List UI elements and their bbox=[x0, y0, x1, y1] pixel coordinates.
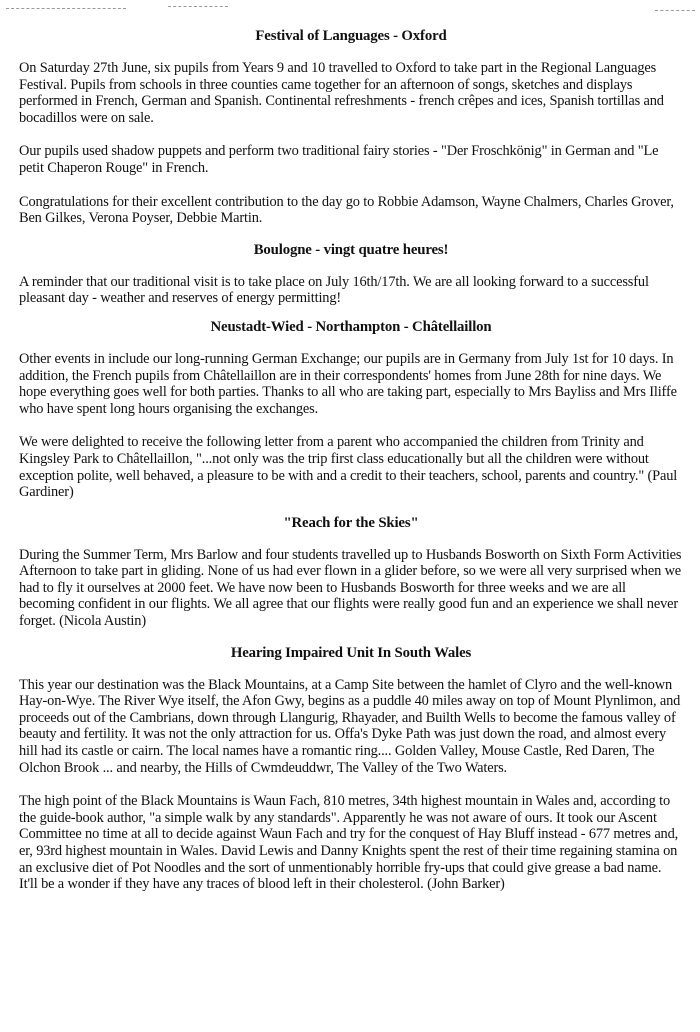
section-heading: "Reach for the Skies" bbox=[283, 514, 419, 531]
paragraph: Congratulations for their excellent contribution to the day go to Robbie Adamson, Wayne Chalmers, Charles Grover, Ben Gilkes, Verona Poyser, Debbie Martin. bbox=[19, 193, 674, 227]
article-body bbox=[19, 27, 683, 893]
paragraph: During the Summer Term, Mrs Barlow and four students travelled up to Husbands Bosworth on Sixth Form Activities Afternoon to take part in gliding. None of us had ever flown in a glider before, so we were all very surprised when we had to fly it ourselves at 2000 feet. We have now been to Husbands Bosworth for three weeks and we are all becoming confident in our flights. We all agree that our flights were really good fun and an experience we shall never forget. (Nicola Austin) bbox=[19, 546, 682, 630]
paragraph: We were delighted to receive the following letter from a parent who accompanied the children from Trinity and Kingsley Park to Châtellaillon, "...not only was the trip first class educationally but all the children were without exception polite, well behaved, a pleasure to be with and a credit to their teachers, school, parents and country." (Paul Gardiner) bbox=[19, 434, 678, 501]
paragraph: On Saturday 27th June, six pupils from Years 9 and 10 travelled to Oxford to take part in the Regional Languages Festival. Pupils from schools in three counties came together for an afternoon of songs, sketches and displays performed in French, German and Spanish. Continental refreshments - french crêpes and ices, Spanish tortillas and bocadillos were on sale. bbox=[19, 60, 664, 126]
scan-noise-top-center bbox=[168, 6, 228, 7]
paragraph: The high point of the Black Mountains is Waun Fach, 810 metres, 34th highest mountain in Wales and, according to the guide-book author, "a simple walk by any standards". Apparently he was not aware of ours. It took our Ascent Committee no time at all to decide against Waun Fach and try for the conquest of Hay Bluff instead - 677 metres and, er, 93rd highest mountain in Wales. David Lewis and Danny Knights spent the rest of their time regaining stamina on an exclusive diet of Pot Noodles and the sort of unmentionably horrible fry-ups that could give grease a bad name. It'll be a wonder if they have any traces of blood left in their cholesterol. (John Barker) bbox=[19, 793, 679, 893]
paragraph: This year our destination was the Black Mountains, at a Camp Site between the hamlet of Clyro and the well-known Hay-on-Wye. The River Wye itself, the Afon Gwy, begins as a puddle 40 miles away on top of Mount Plynlimon, and proceeds out of the Cambrians, down through Llangurig, Rhayader, and Builth Wells to become the famous valley of beauty and fertility. It was not the only attraction for us. Offa's Dyke Path was just down the road, and almost every hill had its castle or cairn. The local names have a romantic ring.... Golden Valley, Mouse Castle, Red Daren, The Olchon Brook ... and nearby, the Hills of Cwmdeuddwr, The Valley of the Two Waters. bbox=[19, 676, 681, 776]
section-boulogne bbox=[19, 241, 683, 307]
section-heading: Hearing Impaired Unit In South Wales bbox=[230, 644, 472, 661]
paragraph: Our pupils used shadow puppets and perform two traditional fairy stories - "Der Froschkönig" in German and "Le petit Chaperon Rouge" in French. bbox=[19, 143, 659, 176]
section-heading: Festival of Languages - Oxford bbox=[255, 28, 447, 44]
section-festival-of-languages bbox=[19, 27, 683, 227]
paragraph: Other events in include our long-running German Exchange; our pupils are in Germany from July 1st for 10 days. In addition, the French pupils from Châtellaillon are in their correspondents' homes from June 28th for nine days. We hope everything goes well for both parties. Thanks to all who are taking part, especially to Mrs Bayliss and Mrs Iliffe who have spent long hours organising the exchanges. bbox=[19, 350, 677, 417]
section-heading: Boulogne - vingt quatre heures! bbox=[253, 241, 449, 258]
scan-noise-top-right bbox=[655, 10, 695, 11]
section-heading: Neustadt-Wied - Northampton - Châtellaillon bbox=[210, 318, 492, 335]
section-reach-for-the-skies bbox=[19, 514, 683, 630]
section-exchanges bbox=[19, 318, 683, 501]
scan-noise-top-left bbox=[6, 8, 126, 9]
paragraph: A reminder that our traditional visit is to take place on July 16th/17th. We are all looking forward to a successful pleasant day - weather and reserves of energy permitting! bbox=[19, 273, 649, 307]
section-hearing-impaired-unit bbox=[19, 644, 683, 893]
